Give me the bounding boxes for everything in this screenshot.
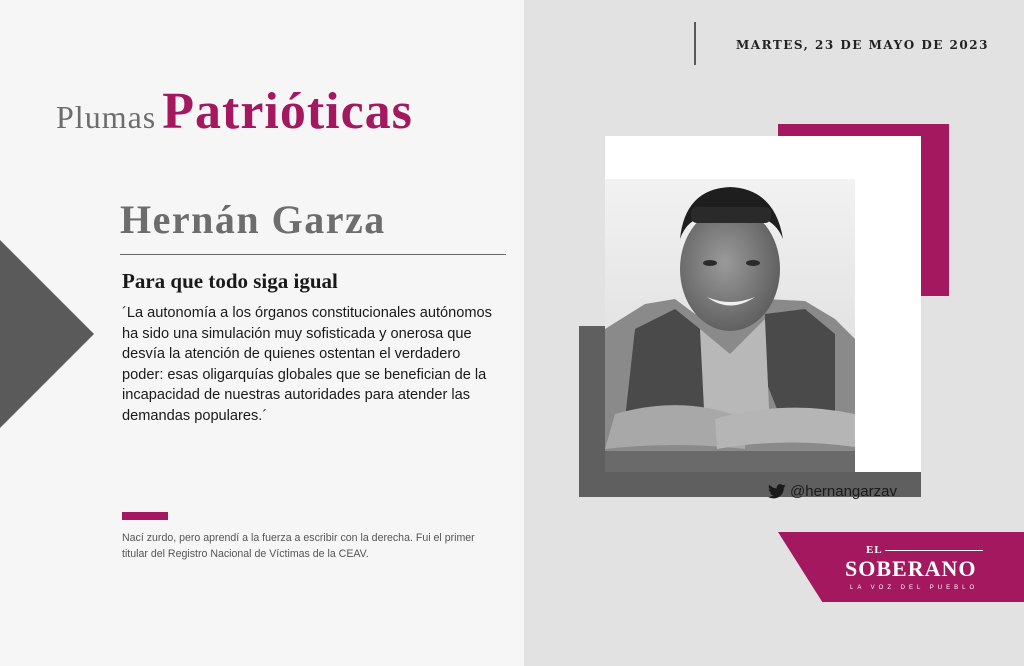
twitter-handle[interactable] <box>768 483 897 500</box>
date-divider <box>694 22 696 65</box>
article-quote: ´La autonomía a los órganos constitucionales autónomos ha sido una simulación muy sofisticada y onerosa que desvía la atención de quienes ostentan el verdadero poder: esas oligarquías globales que se benefician de la incapacidad de nuestras autoridades para atender las demandas populares.´ <box>122 305 492 424</box>
arrow-decoration <box>0 240 94 428</box>
author-photo <box>605 179 855 472</box>
author-name: Hernán Garza <box>120 197 386 242</box>
logo-rule <box>885 550 983 551</box>
twitter-icon <box>768 484 786 499</box>
author-underline <box>120 254 506 255</box>
bio-accent-bar <box>122 512 168 520</box>
el-soberano-logo[interactable] <box>778 532 1024 602</box>
author-bio: Nací zurdo, pero aprendí a la fuerza a escribir con la derecha. Fui el primer titular del Registro Nacional de Víctimas de la CEAV. <box>122 532 475 560</box>
logo-tagline: LA VOZ DEL PUEBLO <box>850 585 979 591</box>
publication-date: MARTES, 23 DE MAYO DE 2023 <box>736 38 989 52</box>
article-headline: Para que todo siga igual <box>122 269 338 293</box>
section-title-patrioticas: Patrióticas <box>162 83 413 140</box>
logo-name: SOBERANO <box>845 556 977 581</box>
section-title <box>56 82 413 141</box>
logo-prefix: EL <box>866 544 883 556</box>
twitter-handle-text: @hernangarzav <box>790 483 897 500</box>
section-title-plumas: Plumas <box>56 99 157 135</box>
